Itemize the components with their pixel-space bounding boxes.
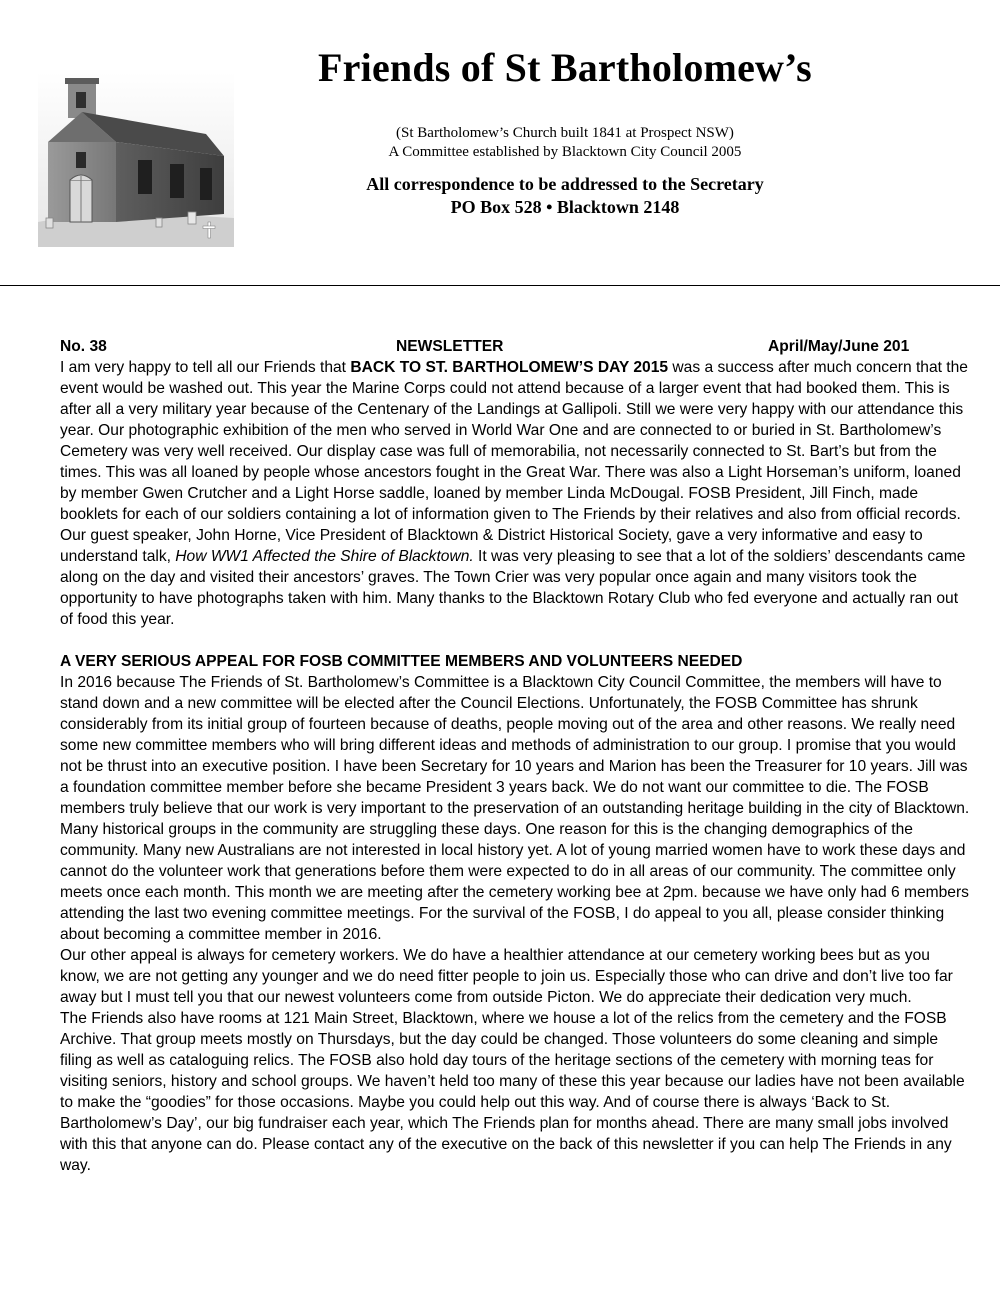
committee-appeal-paragraph: In 2016 because The Friends of St. Bartholomew’s Committee is a Blacktown City Council Committee, the members will have to stand down and a new committee will be elected after the Council Elections. Unfortunately, the FOSB Committee has shrunk considerably from its initial group of fourteen because of deaths, people moving out of the area and other reasons. We really need some new committee members who will bring different ideas and methods of administration to our group. I promise that you would not be thrust into an executive position. I have been Secretary for 10 years and Marion has been the Treasurer for 10 years. Jill was a foundation committee member before she became President 3 years back. We do not want our committee to die. The FOSB members truly believe that our work is very important to the preservation of an outstanding heritage building in the city of Blacktown. Many historical groups in the community are struggling these days. One reason for this is the changing demographics of the community. Many new Australians are not interested in local history yet. A lot of young married women have to work these days and cannot do the volunteer work that generations before them were expected to do in all areas of our community. The committee only meets once each month. This month we are meeting after the cemetery working bee at 2pm. because we have only had 6 members attending the last two evening committee meetings. For the survival of the FOSB, I do appeal to you all, please consider thinking about becoming a committee member in 2016.	[60, 674, 970, 943]
masthead-subtitle-history: (St Bartholomew’s Church built 1841 at Prospect NSW)	[396, 125, 734, 141]
newsletter-body	[60, 336, 970, 1286]
event-report-paragraph	[60, 357, 970, 630]
event-report-body-continued: It was very pleasing to see that a lot of the soldiers’ descendants came along on the day and visited their ancestors’ graves. The Town Crier was very popular once again and many visitors took the opportunity to have photographs taken with him. Many thanks to the Blacktown Rotary Club who fed everyone and actually ran out of food this year.	[60, 548, 966, 628]
rooms-and-tours-paragraph: The Friends also have rooms at 121 Main Street, Blacktown, where we house a lot of the relics from the cemetery and the FOSB Archive. That group meets mostly on Thursdays, but the day could be changed. Those volunteers do some cleaning and simple filing as well as cataloguing relics. The FOSB also hold day tours of the heritage sections of the cemetery with morning teas for visiting seniors, history and school groups. We haven’t held too many of these this year because our ladies have not been available to make the “goodies” for those occasions. Maybe you could help out this way. And of course there is always ‘Back to St. Bartholomew’s Day’, our big fundraiser each year, which The Friends plan for months ahead. There are many small jobs involved with this that anyone can do. Please contact any of the executive on the back of this newsletter if you can help The Friends in any way.	[60, 1010, 965, 1174]
event-report-intro: I am very happy to tell all our Friends that	[60, 359, 351, 376]
event-report-body: was a success after much concern that the event would be washed out. This year the Marine Corps could not attend because of a larger event that had booked them. This is after all a very military year because of the Centenary of the Landings at Gallipoli. Still we were very happy with our attendance this year. Our photographic exhibition of the men who served in World War One and are connected to or buried in St. Bartholomew’s Cemetery was very well received. Our display case was full of memorabilia, not necessarily connected to St. Bart’s but from the times. This was all loaned by people whose ancestors fought in the Great War. There was also a Light Horseman’s uniform, loaned by member Gwen Crutcher and a Light Horse saddle, loaned by member Linda McDougal. FOSB President, Jill Finch, made booklets for each of our soldiers containing a lot of information given to The Friends by their relatives and also from official records. Our guest speaker, John Horne, Vice President of Blacktown & District Historical Society, gave a very informative and easy to understand talk,	[60, 359, 968, 565]
talk-title: How WW1 Affected the Shire of Blacktown.	[175, 548, 474, 565]
masthead-title: Friends of St Bartholomew’s	[318, 45, 812, 90]
issue-number: No. 38	[60, 338, 107, 355]
newsletter-label: NEWSLETTER	[396, 338, 504, 355]
church-illustration	[38, 72, 234, 247]
masthead-subtitle-committee: A Committee established by Blacktown City Council 2005	[388, 144, 742, 160]
appeal-heading: A VERY SERIOUS APPEAL FOR FOSB COMMITTEE MEMBERS AND VOLUNTEERS NEEDED	[60, 653, 743, 670]
correspondence-notice: All correspondence to be addressed to the Secretary	[366, 174, 764, 194]
cemetery-workers-paragraph: Our other appeal is always for cemetery workers. We do have a healthier attendance at our cemetery working bees but as you know, we are not getting any younger and we do need fitter people to join us. Especially those who can drive and don’t live too far away but I must tell you that our newest volunteers come from outside Picton. We do appreciate their dedication very much.	[60, 947, 953, 1006]
paragraph-gap	[60, 630, 970, 651]
header-divider	[0, 285, 1000, 286]
masthead	[0, 0, 1000, 285]
postal-address: PO Box 528 • Blacktown 2148	[450, 197, 680, 217]
issue-line	[60, 336, 970, 357]
issue-date: April/May/June 201	[768, 338, 910, 355]
event-name: BACK TO ST. BARTHOLOMEW’S DAY 2015	[350, 359, 669, 376]
